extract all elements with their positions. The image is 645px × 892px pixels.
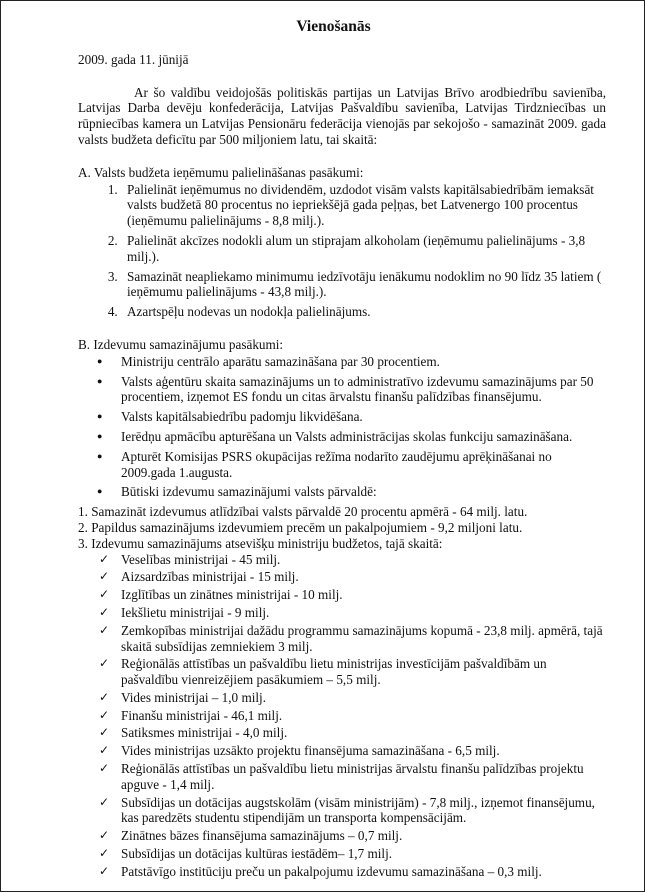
section-b-numbered-item: 1. Samazināt izdevumus atlīdzībai valsts pārvaldē 20 procentu apmērā - 64 milj. latu. <box>78 504 528 520</box>
ministry-check-item: ✓ Aizsardzības ministrijai - 15 milj. <box>121 569 606 585</box>
section-a-heading: A. Valsts budžeta ieņēmumu palielināšanas pasākumi: <box>78 164 364 180</box>
section-b-numbered-item: 2. Papildus samazinājums izdevumiem precēm un pakalpojumiem - 9,2 miljoni latu. <box>78 519 523 535</box>
intro-paragraph: Ar šo valdību veidojošās politiskās partijas un Latvijas Brīvo arodbiedrību savienība, Latvijas Darba devēju konfederācija, Latvijas Pašvaldību savienība, Latvijas Tirdzniecības un rūpniecības kamera un Latvijas Pensionāru federācija vienojās par sekojošo - samazināt 2009. gada valsts budžeta deficītu par 500 miljoniem latu, tai skaitā: <box>78 84 606 147</box>
document-date: 2009. gada 11. jūnijā <box>78 51 189 67</box>
ministry-check-item: ✓ Izglītības un zinātnes ministrijai - 10 milj. <box>121 587 606 603</box>
document-title: Vienošanās <box>296 18 371 35</box>
section-b-bullet: ● Apturēt Komisijas PSRS okupācijas režīma nodarīto zaudējumu aprēķināšanai no 2009.gada 1.augusta. <box>121 449 606 481</box>
ministry-check-item: ✓ Vides ministrijai – 1,0 milj. <box>121 690 606 706</box>
section-b-numbered-item: 3. Izdevumu samazinājums atsevišķu ministriju budžetos, tajā skaitā: <box>78 535 443 551</box>
ministry-check-item: ✓ Finanšu ministrijai - 46,1 milj. <box>121 708 606 724</box>
ministry-check-item: ✓ Vides ministrijas uzsākto projektu finansējuma samazināšana - 6,5 milj. <box>121 743 606 759</box>
section-b-numbered-list <box>78 504 606 551</box>
section-a-item: 2. Palielināt akcīzes nodokli alum un stiprajam alkoholam (ieņēmumu palielinājums - 3,8 milj.). <box>121 233 606 265</box>
section-b-bullet: ● Ierēdņu apmācību apturēšana un Valsts administrācijas skolas funkciju samazināšana. <box>121 429 606 445</box>
ministry-check-list <box>61 552 606 880</box>
section-a-item: 4. Azartspēļu nodevas un nodokļa palielinājums. <box>121 304 606 320</box>
ministry-check-item: ✓ Reģionālās attīstības un pašvaldību lietu ministrijas investīcijām pašvaldībām un pašvaldību vienreizējiem pasākumiem – 5,5 milj. <box>121 656 606 688</box>
ministry-check-item: ✓ Zemkopības ministrijai dažādu programmu samazinājums kopumā - 23,8 milj. apmērā, tajā skaitā subsīdijas zemniekiem 3 milj. <box>121 623 606 655</box>
section-b-bullet: ● Ministriju centrālo aparātu samazināšana par 30 procentiem. <box>121 354 606 370</box>
section-b-bullet: ● Būtiski izdevumu samazinājumi valsts pārvaldē: <box>121 484 606 500</box>
ministry-check-item: ✓ Veselības ministrijai - 45 milj. <box>121 552 606 568</box>
ministry-check-item: ✓ Subsīdijas un dotācijas kultūras iestādēm– 1,7 milj. <box>121 846 606 862</box>
ministry-check-item: ✓ Reģionālās attīstības un pašvaldību lietu ministrijas ārvalstu finanšu palīdzības projektu apguve - 1,4 milj. <box>121 761 606 793</box>
section-a-list <box>61 182 606 320</box>
section-b-heading: B. Izdevumu samazinājumu pasākumi: <box>78 336 284 352</box>
section-a-item: 3. Samazināt neapliekamo minimumu iedzīvotāju ienākumu nodoklim no 90 līdz 35 latiem ( ieņēmumu palielinājums - 43,8 milj.). <box>121 269 606 301</box>
ministry-check-item: ✓ Subsīdijas un dotācijas augstskolām (visām ministrijām) - 7,8 milj., izņemot finansējumu, kas paredzēts studentu stipendijām un transporta kompensācijām. <box>121 795 606 827</box>
ministry-check-item: ✓ Iekšlietu ministrijai - 9 milj. <box>121 605 606 621</box>
section-a-item: 1. Palielināt ieņēmumus no dividendēm, uzdodot visām valsts kapitālsabiedrībām iemaksāt valsts budžetā 80 procentus no iepriekšējā gada peļņas, bet Latvenergo 100 procentus (ieņēmumu palielinājums - 8,8 milj.). <box>121 182 606 229</box>
ministry-check-item: ✓ Satiksmes ministrijai - 4,0 milj. <box>121 725 606 741</box>
ministry-check-item: ✓ Patstāvīgo institūciju preču un pakalpojumu izdevumu samazināšana – 0,3 milj. <box>121 864 606 880</box>
ministry-check-item: ✓ Zinātnes bāzes finansējuma samazinājums – 0,7 milj. <box>121 828 606 844</box>
section-b-bullet: ● Valsts kapitālsabiedrību padomju likvidēšana. <box>121 409 606 425</box>
section-b-bullet-list <box>61 354 606 500</box>
section-b-bullet: ● Valsts aģentūru skaita samazinājums un to administratīvo izdevumu samazinājums par 50 procentiem, izņemot ES fondu un citas ārvalstu finanšu palīdzības finansējumu. <box>121 374 606 406</box>
